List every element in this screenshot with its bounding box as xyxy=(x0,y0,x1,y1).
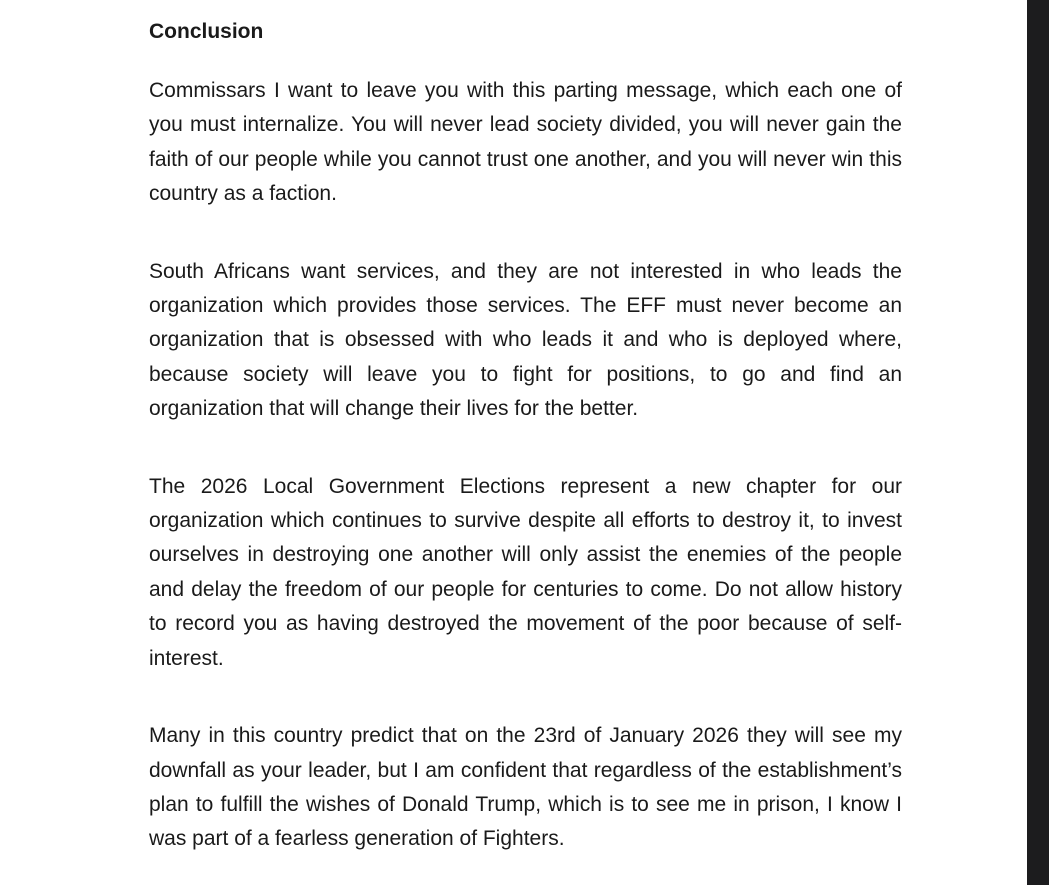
section-heading: Conclusion xyxy=(149,20,264,43)
paragraph-2: South Africans want services, and they are not interested in who leads the organization which provides those services. The EFF must never become an organization that is obsessed with who leads it and who is deployed where, because society will leave you to fight for positions, to go and find an organization that will change their lives for the better. xyxy=(149,259,902,421)
window-edge xyxy=(1027,0,1049,885)
document-body xyxy=(149,14,902,857)
paragraph-3: The 2026 Local Government Elections represent a new chapter for our organization which continues to survive despite all efforts to destroy it, to invest ourselves in destroying one another will only assist the enemies of the people and delay the freedom of our people for centuries to come. Do not allow history to record you as having destroyed the movement of the poor because of self-interest. xyxy=(149,474,902,670)
paragraph-4: Many in this country predict that on the 23rd of January 2026 they will see my downfall as your leader, but I am confident that regardless of the establishment’s plan to fulfill the wishes of Donald Trump, which is to see me in prison, I know I was part of a fearless generation of Fighters. xyxy=(149,724,902,851)
paragraph-1: Commissars I want to leave you with this parting message, which each one of you must internalize. You will never lead society divided, you will never gain the faith of our people while you cannot trust one another, and you will never win this country as a faction. xyxy=(149,79,902,206)
